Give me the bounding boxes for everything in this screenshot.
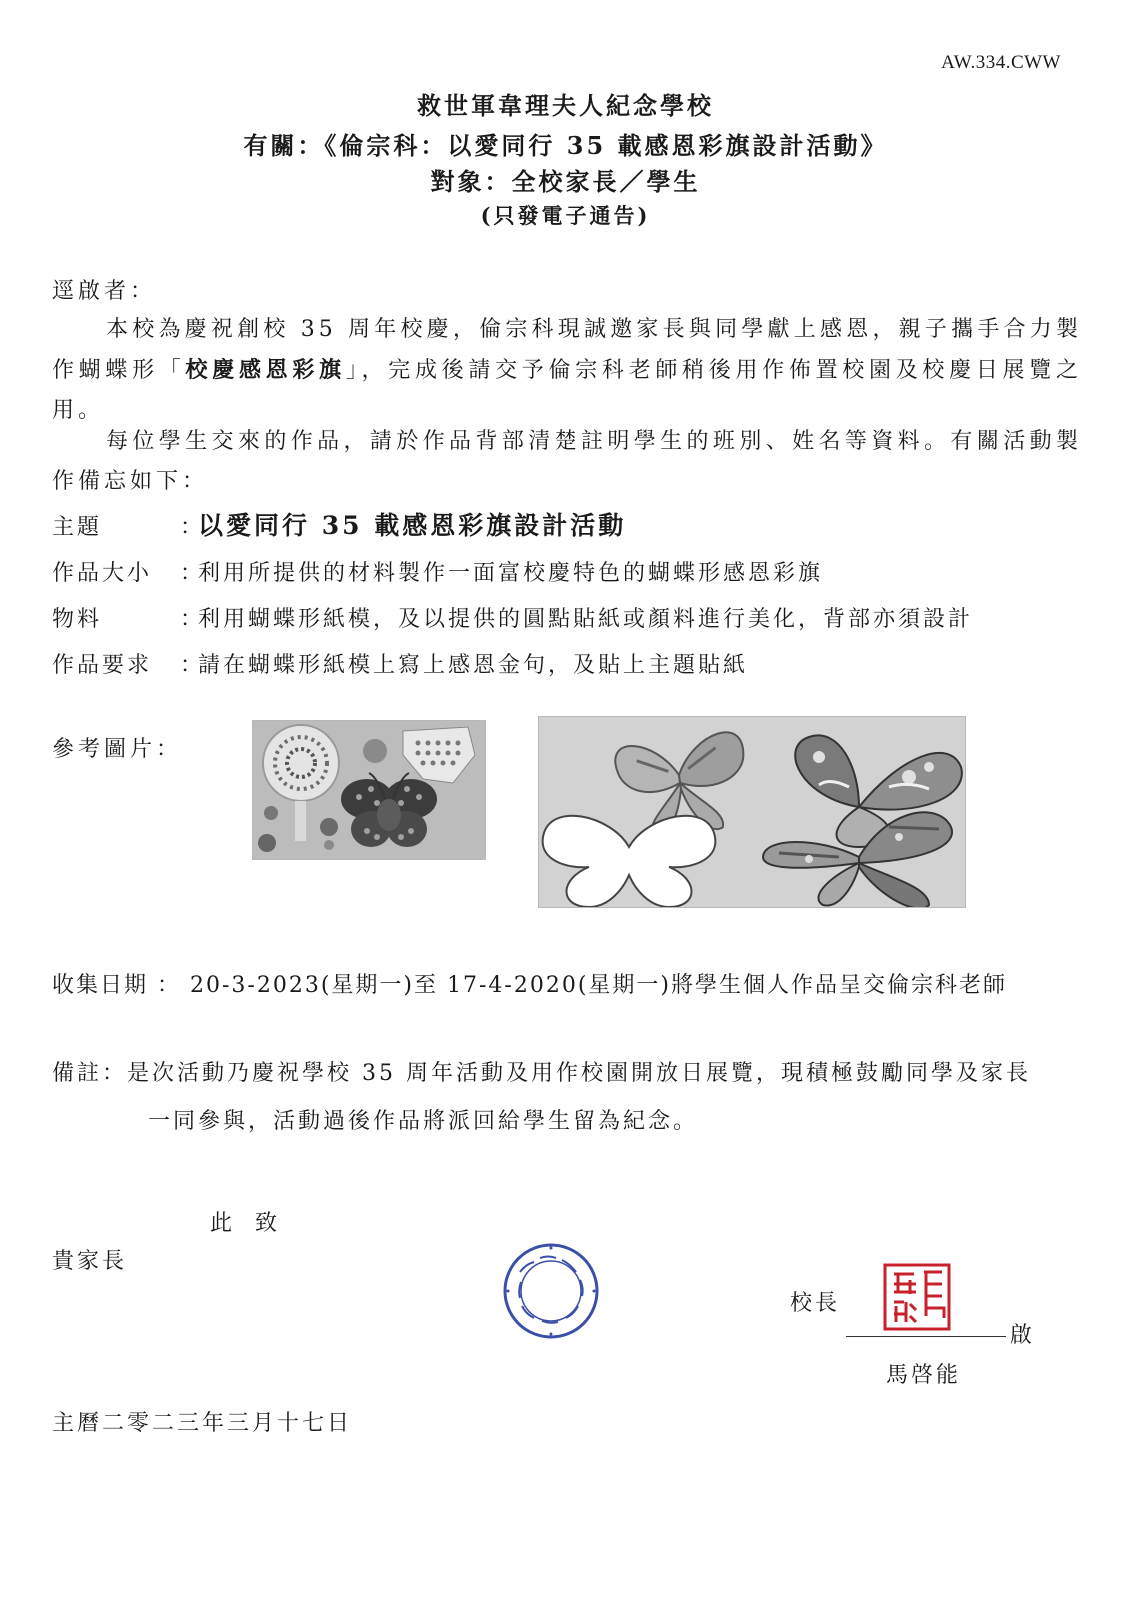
- detail-value: 利用蝴蝶形紙模，及以提供的圓點貼紙或顏料進行美化，背部亦須設計: [198, 607, 974, 632]
- detail-row-theme: 主題 ：以愛同行 35 載感恩彩旗設計活動: [52, 511, 627, 540]
- detail-value: 以愛同行 35 載感恩彩旗設計活動: [198, 511, 627, 540]
- instruction-paragraph: 每位學生交來的作品，請於作品背部清楚註明學生的班別、姓名等資料。有關活動製作備忘如下：: [52, 429, 1082, 494]
- detail-label: 物料: [52, 607, 103, 632]
- intro-text-after: 」，完成後請交予倫宗科老師稍後用作佈置校園及校慶日展覽之用。: [52, 358, 1082, 423]
- school-name: 救世軍韋理夫人紀念學校: [417, 91, 714, 120]
- collection-date: 收集日期 ： 20-3-2023(星期一)至 17-4-2020(星期一)將學生個人作品呈交倫宗科老師: [52, 973, 1008, 998]
- detail-row-size: 作品大小 ：利用所提供的材料製作一面富校慶特色的蝴蝶形感恩彩旗: [52, 556, 823, 600]
- principal-name: 馬啓能: [886, 1363, 962, 1388]
- remark-line-2: 一同參與，活動過後作品將派回給學生留為紀念。: [148, 1109, 699, 1134]
- detail-value: 利用所提供的材料製作一面富校慶特色的蝴蝶形感恩彩旗: [198, 561, 824, 586]
- notice-audience: 對象：全校家長／學生: [430, 167, 701, 196]
- detail-row-requirements: 作品要求 ：請在蝴蝶形紙模上寫上感恩金句，及貼上主題貼紙: [52, 648, 748, 692]
- principal-title: 校長: [790, 1291, 841, 1316]
- reference-photo-butterflies: [538, 716, 966, 908]
- principal-name-stamp-icon: [882, 1262, 952, 1332]
- detail-row-materials: 物料 ：利用蝴蝶形紙模，及以提供的圓點貼紙或顏料進行美化，背部亦須設計: [52, 602, 973, 646]
- notice-subject: 有關：《倫宗科：以愛同行 35 載感恩彩旗設計活動》: [243, 131, 888, 160]
- detail-label: 作品要求: [52, 653, 153, 678]
- recipient: 貴家長: [52, 1249, 128, 1274]
- greeting: 逕啟者：: [52, 279, 157, 304]
- detail-label: 主題: [52, 515, 103, 540]
- issue-date: 主曆二零二三年三月十七日: [52, 1411, 353, 1436]
- intro-text-before: 本校為慶祝創校 35 周年校慶，倫宗科現誠邀家長與同學獻上感恩，親子攜手合力製作蝴蝶形「: [52, 317, 1082, 383]
- detail-value: 請在蝴蝶形紙模上寫上感恩金句，及貼上主題貼紙: [198, 653, 749, 678]
- school-seal-icon: [500, 1240, 602, 1342]
- signature-line: [846, 1336, 1006, 1337]
- notice-distribution-note: (只發電子通告): [480, 203, 651, 228]
- intro-paragraph: [52, 310, 1082, 431]
- intro-text-bold: 校慶感恩彩旗: [185, 357, 346, 383]
- detail-label: 作品大小: [52, 561, 153, 586]
- reference-code: AW.334.CWW: [941, 52, 1061, 73]
- reference-images-label: 參考圖片：: [52, 737, 183, 762]
- remark-line-1: 備註：是次活動乃慶祝學校 35 周年活動及用作校園開放日展覽，現積極鼓勵同學及家長: [52, 1061, 1031, 1086]
- reference-photo-materials: [252, 720, 486, 860]
- signature-suffix: 啟: [1010, 1323, 1033, 1348]
- closing-phrase: 此 致: [210, 1211, 285, 1236]
